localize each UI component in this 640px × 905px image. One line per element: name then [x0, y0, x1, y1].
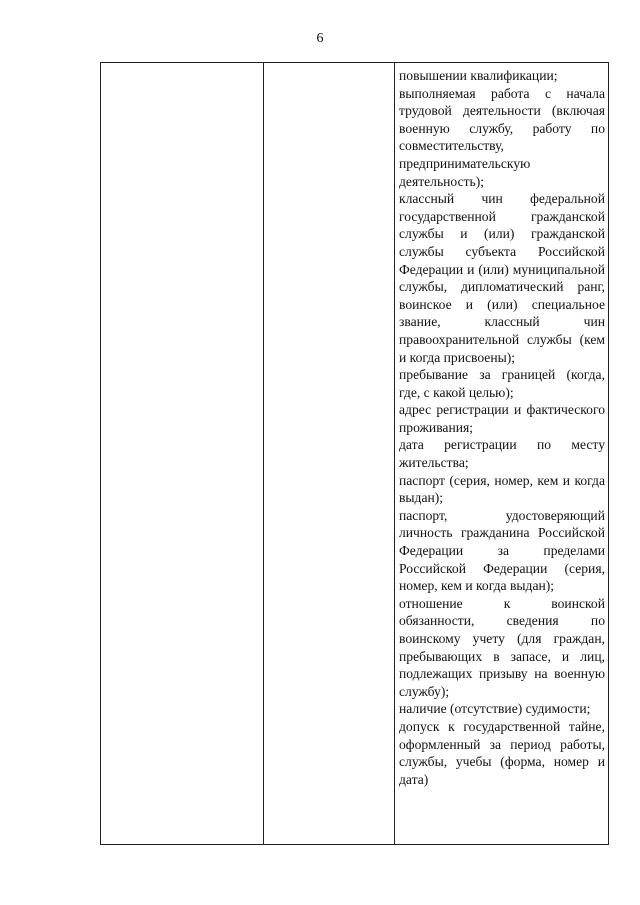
- list-item: выполняемая работа с начала трудовой деятельности (включая военную службу, работу по совместительству, предпринимательскую деятельность);: [399, 85, 605, 189]
- list-item: допуск к государственной тайне, оформленный за период работы, службы, учебы (форма, номер и дата): [399, 718, 605, 787]
- list-item: отношение к воинской обязанности, сведения по воинскому учету (для граждан, пребывающих в запасе, и лиц, подлежащих призыву на военную службу);: [399, 595, 605, 699]
- page-number: 6: [316, 31, 324, 46]
- column-divider: [263, 63, 264, 844]
- table-cell-column-3: [399, 67, 605, 788]
- list-item: дата регистрации по месту жительства;: [399, 437, 605, 471]
- list-item: паспорт (серия, номер, кем и когда выдан);: [399, 472, 605, 506]
- data-table: [100, 62, 609, 845]
- list-item: адрес регистрации и фактического проживания;: [399, 402, 605, 435]
- list-item: наличие (отсутствие) судимости;: [399, 701, 591, 717]
- list-item: классный чин федеральной государственной гражданской службы и (или) гражданской службы субъекта Российской Федерации и (или) муниципальной службы, дипломатический ранг, воинское и (или) специальное звание, классный чин правоохранительной службы (кем и когда присвоены);: [399, 191, 605, 365]
- list-item: пребывание за границей (когда, где, с какой целью);: [399, 367, 605, 400]
- column-divider: [394, 63, 395, 844]
- list-item: паспорт, удостоверяющий личность гражданина Российской Федерации за пределами Российской Федерации (серия, номер, кем и когда выдан);: [399, 507, 605, 594]
- list-item: повышении квалификации;: [399, 68, 558, 83]
